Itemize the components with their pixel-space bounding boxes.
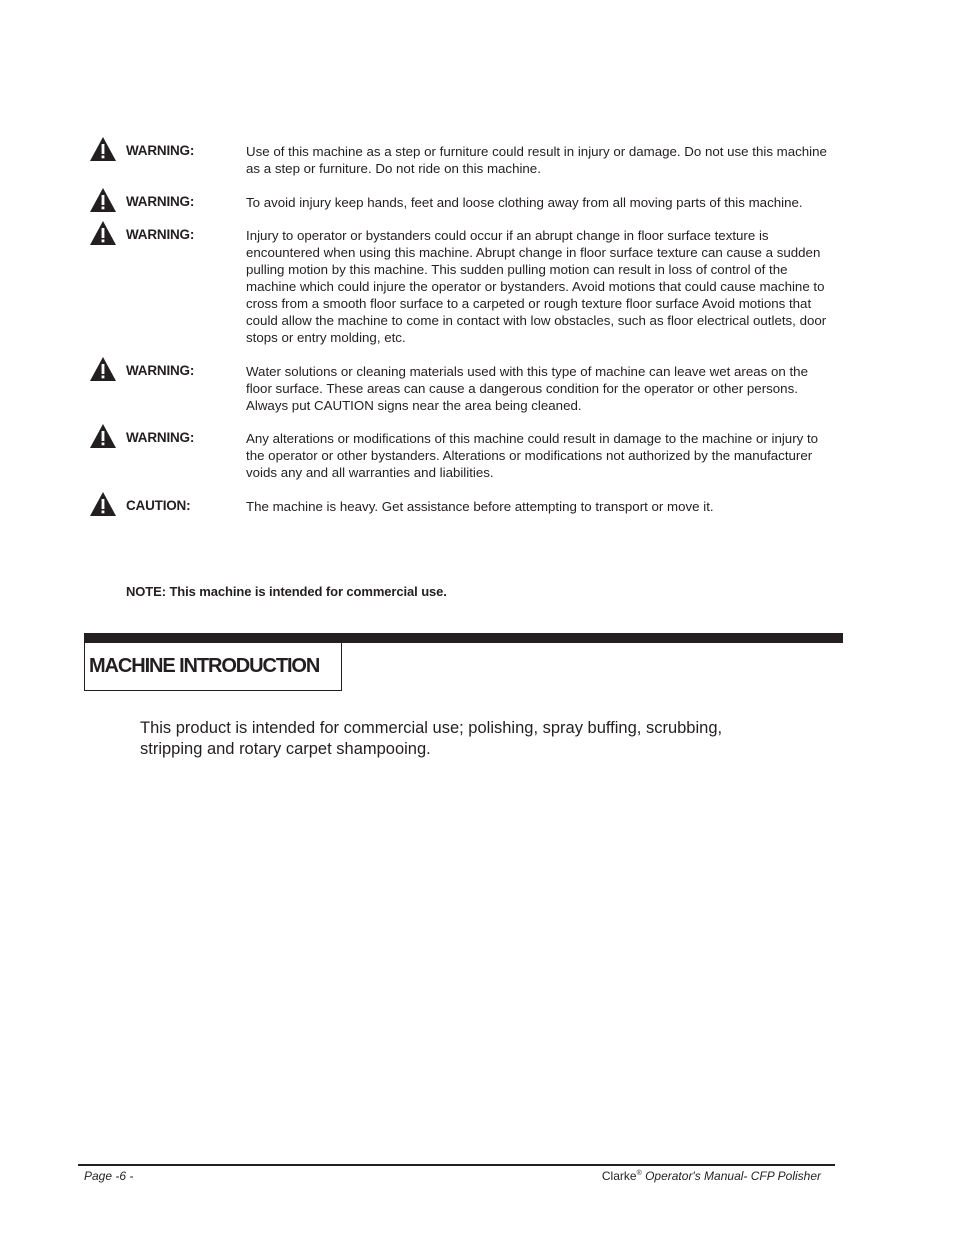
manual-name: Operator's Manual- CFP Polisher [645,1169,821,1183]
footer-rule [78,1164,835,1166]
section-body: This product is intended for commercial use; polishing, spray buffing, scrubbing, stripping and rotary carpet shampooing. [140,719,723,758]
warning-item [90,143,830,177]
warning-triangle-icon [90,188,116,212]
warning-text: Any alterations or modifications of this machine could result in damage to the machine or injury to the operator or other bystanders. Alterations or modifications not authorized by the manufacturer voids any and all warranties and liabilities. [246,431,819,480]
warning-triangle-icon [90,357,116,381]
warning-text: To avoid injury keep hands, feet and loose clothing away from all moving parts of this machine. [246,195,803,210]
warning-text: Use of this machine as a step or furniture could result in injury or damage. Do not use this machine as a step or furniture. Do not ride on this machine. [246,144,827,176]
page-number: Page -6 - [84,1169,134,1183]
warning-text: Water solutions or cleaning materials used with this type of machine can leave wet areas on the floor surface. These areas can cause a dangerous condition for the operator or other persons. Always put CAUTION signs near the area being cleaned. [246,364,808,413]
caution-item [90,498,830,515]
warning-label: WARNING: [126,227,195,242]
safety-warnings-list [90,143,830,515]
caution-text: The machine is heavy. Get assistance before attempting to transport or move it. [246,499,714,514]
warning-triangle-icon [90,492,116,516]
registered-mark: ® [636,1170,642,1177]
warning-label: WARNING: [126,194,195,209]
warning-item [90,363,830,414]
warning-item [90,227,830,346]
caution-label: CAUTION: [126,498,191,513]
warning-item [90,194,830,211]
warning-label: WARNING: [126,430,195,445]
warning-label: WARNING: [126,143,195,158]
warning-item [90,430,830,481]
commercial-use-note: NOTE: This machine is intended for commercial use. [126,584,447,599]
section-rule [84,633,843,643]
brand-name: Clarke [601,1169,637,1183]
warning-triangle-icon [90,137,116,161]
section-title: MACHINE INTRODUCTION [89,655,320,677]
warning-text: Injury to operator or bystanders could occur if an abrupt change in floor surface texture is encountered when using this machine. Abrupt change in floor surface texture can cause a sudden pulling motion by this machine. This sudden pulling motion can result in loss of control of the machine which could injure the operator or bystanders. Avoid motions that could cause machine to cross from a smooth floor surface to a carpeted or rough texture floor surface Avoid motions that could allow the machine to come in contact with low obstacles, such as floor electrical outlets, door stops or entry molding, etc. [246,228,827,345]
section-heading-box [84,643,342,691]
warning-triangle-icon [90,424,116,448]
manual-title [602,1169,821,1183]
warning-triangle-icon [90,221,116,245]
warning-label: WARNING: [126,363,195,378]
